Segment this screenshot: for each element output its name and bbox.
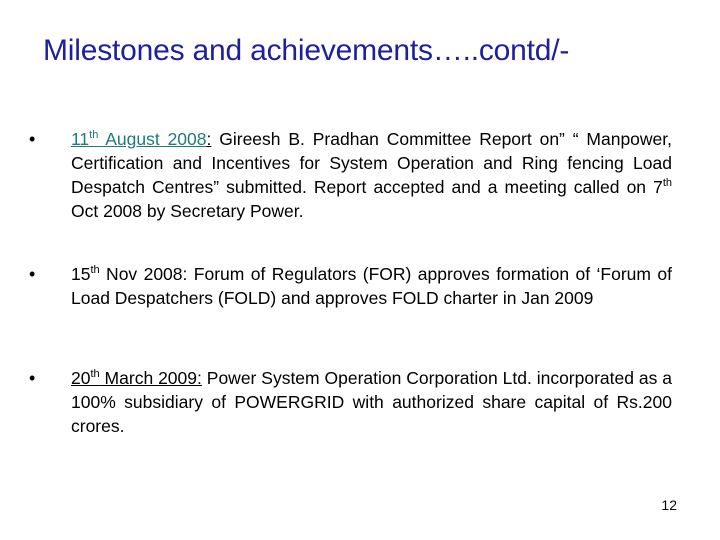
milestone-text: Gireesh B. Pradhan Committee Report on” “ Manpower, Certification and Incentives for System Operation and Ring fencing Load Despatch Centres” submitted. Report accepted and a meeting called on 7 <box>71 129 673 197</box>
date-day: 20 <box>71 368 91 388</box>
date-month-year: March 2009: <box>99 368 202 388</box>
milestone-date <box>71 129 207 149</box>
milestone-text: Nov 2008: Forum of Regulators (FOR) approves formation of ‘Forum of Load Despatchers (FOLD) and approves FOLD charter in Jan 2009 <box>71 264 672 308</box>
date-colon: : <box>206 129 212 149</box>
ordinal-suffix: th <box>662 177 672 190</box>
date-ordinal: th <box>90 264 100 277</box>
date-ordinal: th <box>90 368 100 381</box>
bullet-marker: • <box>29 264 36 284</box>
page-number: 12 <box>661 497 677 513</box>
milestone-item-aug-2008 <box>71 127 672 223</box>
milestone-item-mar-2009 <box>71 366 672 438</box>
milestone-date <box>71 368 202 388</box>
date-month-year: August 2008 <box>98 129 207 149</box>
date-ordinal: th <box>89 129 99 142</box>
bullet-marker: • <box>29 129 36 149</box>
slide-title: Milestones and achievements…..contd/- <box>43 34 570 67</box>
milestone-text: Power System Operation Corporation Ltd. incorporated as a 100% subsidiary of POWERGRID with authorized share capital of Rs.200 crores. <box>71 368 673 436</box>
date-day: 11 <box>71 129 90 149</box>
milestone-item-nov-2008 <box>71 262 672 310</box>
date-day: 15 <box>71 264 91 284</box>
bullet-marker: • <box>29 368 36 388</box>
milestone-text-tail: Oct 2008 by Secretary Power. <box>71 201 304 221</box>
